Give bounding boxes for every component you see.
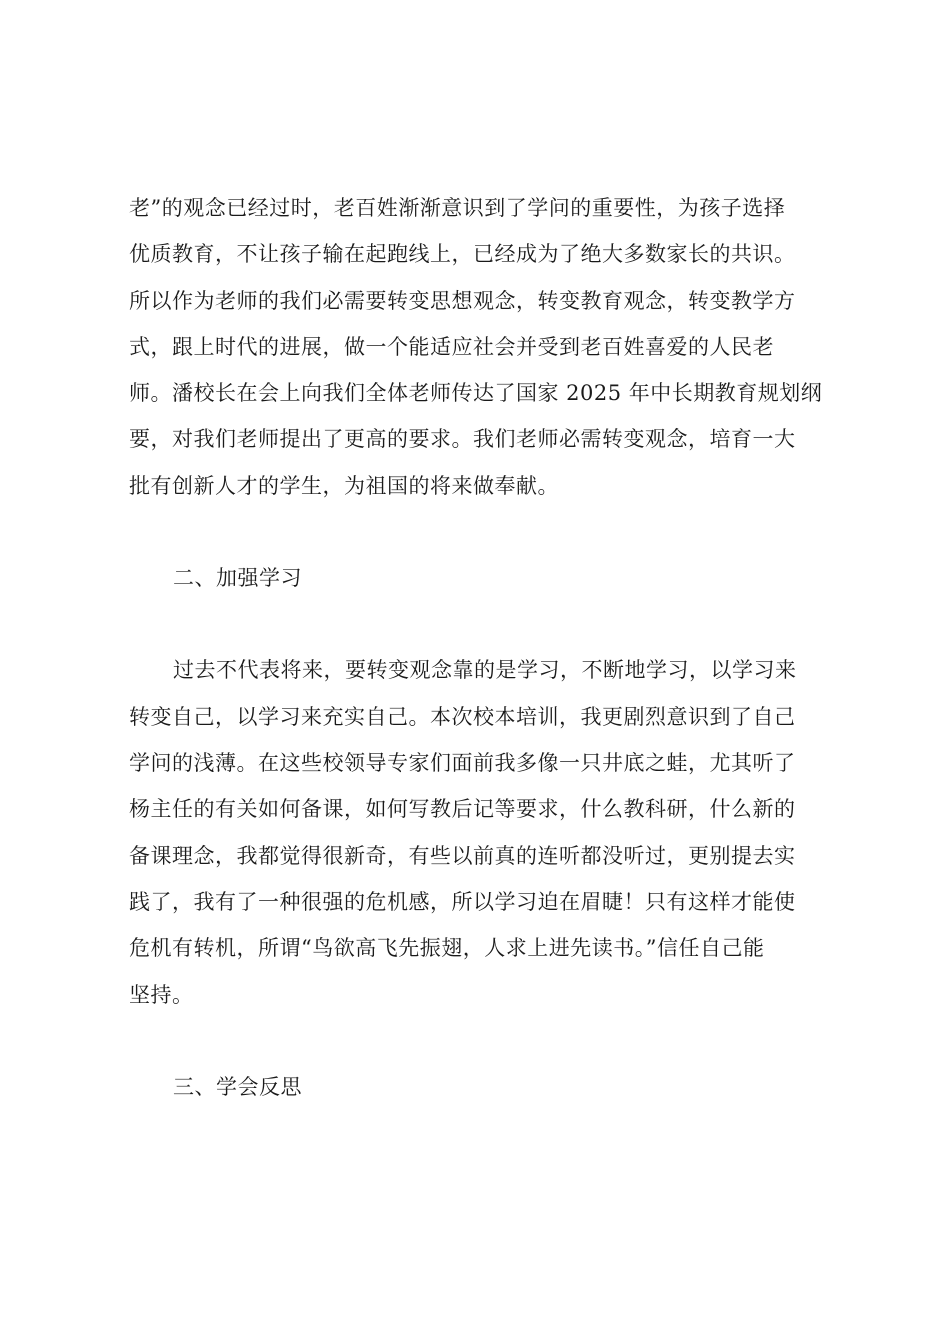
paragraph-1-line-5: 师。潘校长在会上向我们全体老师传达了国家 2025 年中长期教育规划纲 (129, 381, 823, 405)
paragraph-2-line-6: 践了，我有了一种很强的危机感，所以学习迫在眉睫！只有这样才能使 (129, 890, 796, 914)
section-heading-2: 二、加强学习 (173, 566, 302, 590)
paragraph-1-line-1: 老”的观念已经过时，老百姓渐渐意识到了学问的重要性，为孩子选择 (129, 196, 786, 220)
paragraph-2-line-5: 备课理念，我都觉得很新奇，有些以前真的连听都没听过，更别提去实 (129, 844, 796, 868)
paragraph-1-line-4: 式，跟上时代的进展，做一个能适应社会并受到老百姓喜爱的人民老 (129, 335, 774, 359)
paragraph-2-line-8: 坚持。 (129, 983, 194, 1007)
paragraph-2-line-7: 危机有转机，所谓“鸟欲高飞先振翅，人求上进先读书。”信任自己能 (129, 936, 765, 960)
paragraph-2-line-1: 过去不代表将来，要转变观念靠的是学习，不断地学习，以学习来 (173, 658, 797, 682)
paragraph-1-line-6: 要，对我们老师提出了更高的要求。我们老师必需转变观念，培育一大 (129, 427, 796, 451)
paragraph-1-line-2: 优质教育，不让孩子输在起跑线上，已经成为了绝大多数家长的共识。 (129, 242, 796, 266)
paragraph-1-line-3: 所以作为老师的我们必需要转变思想观念，转变教育观念，转变教学方 (129, 289, 796, 313)
paragraph-2-line-4: 杨主任的有关如何备课，如何写教后记等要求，什么教科研，什么新的 (129, 797, 796, 821)
paragraph-2-line-3: 学问的浅薄。在这些校领导专家们面前我多像一只井底之蛙，尤其听了 (129, 751, 796, 775)
paragraph-2-line-2: 转变自己，以学习来充实自己。本次校本培训，我更剧烈意识到了自己 (129, 705, 796, 729)
paragraph-1-line-7: 批有创新人才的学生，为祖国的将来做奉献。 (129, 474, 559, 498)
section-heading-3: 三、学会反思 (173, 1075, 302, 1099)
